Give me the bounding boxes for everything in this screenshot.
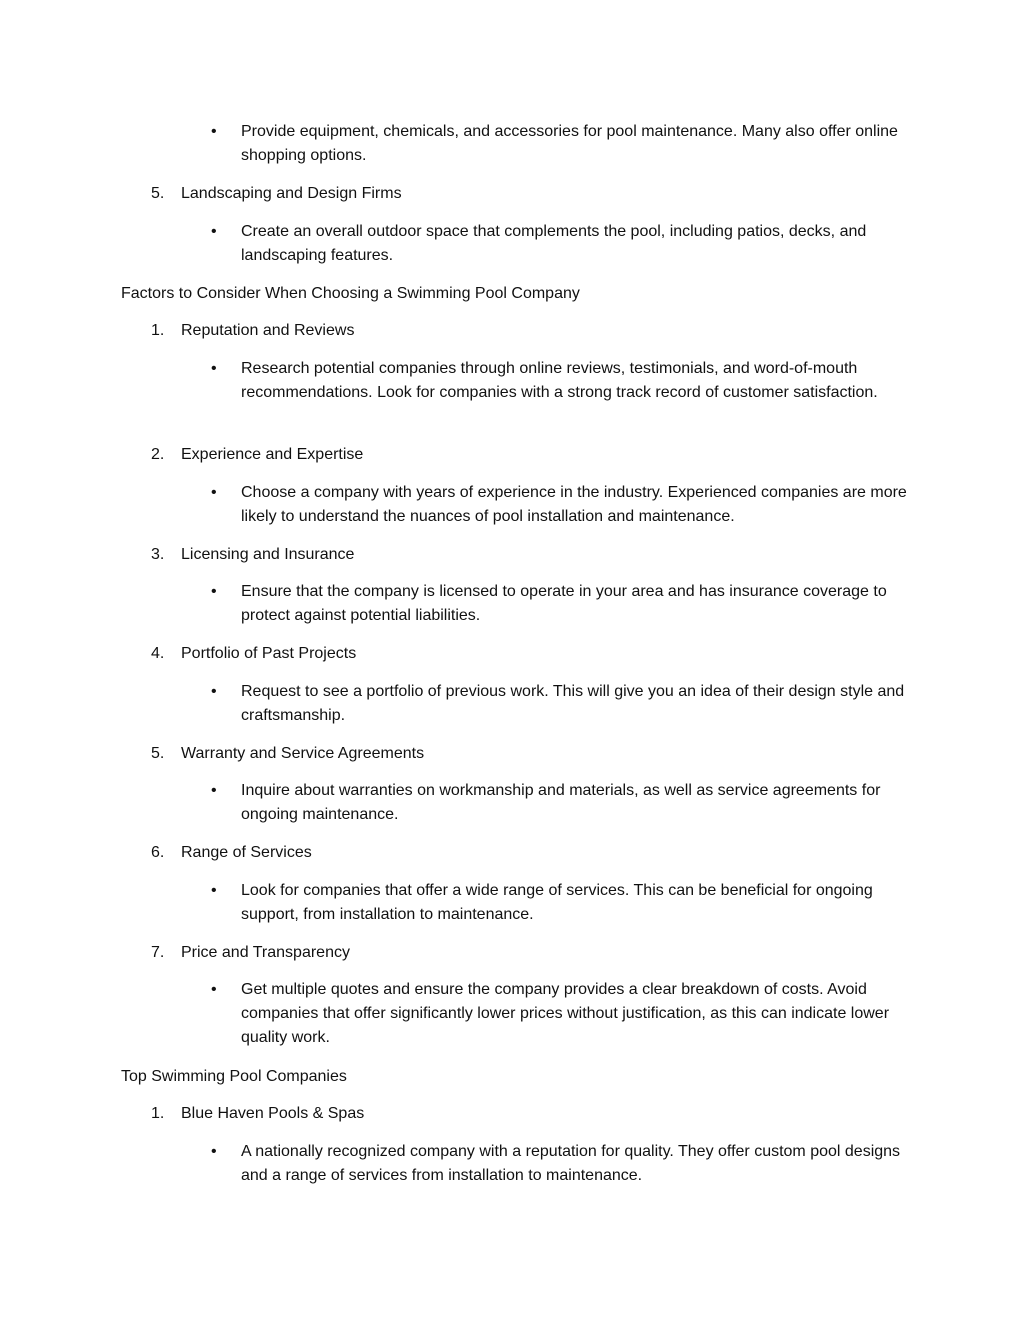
list-number: 5.: [151, 185, 165, 202]
bullet-icon: •: [211, 360, 217, 377]
bullet-text: Inquire about warranties on workmanship and materials, as well as service agreements for ongoing maintenance.: [241, 782, 881, 823]
list-item-title: Experience and Expertise: [181, 446, 364, 463]
bullet-icon: •: [211, 123, 217, 140]
list-number: 4.: [151, 645, 165, 662]
bullet-icon: •: [211, 223, 217, 240]
bullet-text: Research potential companies through online reviews, testimonials, and word-of-mouth recommendations. Look for companies with a strong track record of customer satisfaction.: [241, 360, 878, 401]
bullet-icon: •: [211, 1143, 217, 1160]
bullet-icon: •: [211, 782, 217, 799]
list-item-title: Blue Haven Pools & Spas: [181, 1105, 365, 1122]
list-item-title: Range of Services: [181, 844, 312, 861]
bullet-icon: •: [211, 683, 217, 700]
list-number: 6.: [151, 844, 165, 861]
bullet-text: Get multiple quotes and ensure the company provides a clear breakdown of costs. Avoid companies that offer significantly lower prices without justification, as this can indicate lower quality work.: [241, 981, 890, 1046]
list-number: 1.: [151, 322, 165, 339]
bullet-text: Provide equipment, chemicals, and accessories for pool maintenance. Many also offer online shopping options.: [241, 123, 898, 164]
bullet-text: Create an overall outdoor space that complements the pool, including patios, decks, and landscaping features.: [241, 223, 867, 264]
list-item-title: Warranty and Service Agreements: [181, 745, 425, 762]
list-number: 2.: [151, 446, 165, 463]
bullet-icon: •: [211, 981, 217, 998]
bullet-text: Choose a company with years of experience in the industry. Experienced companies are more likely to understand the nuances of pool installation and maintenance.: [241, 484, 907, 525]
bullet-text: Ensure that the company is licensed to operate in your area and has insurance coverage to protect against potential liabilities.: [241, 583, 887, 624]
list-number: 7.: [151, 944, 165, 961]
bullet-icon: •: [211, 882, 217, 899]
bullet-text: A nationally recognized company with a reputation for quality. They offer custom pool designs and a range of services from installation to maintenance.: [241, 1143, 901, 1184]
list-number: 1.: [151, 1105, 165, 1122]
list-item-title: Reputation and Reviews: [181, 322, 355, 339]
bullet-text: Look for companies that offer a wide range of services. This can be beneficial for ongoing support, from installation to maintenance.: [241, 882, 873, 923]
section-heading: Top Swimming Pool Companies: [121, 1068, 347, 1085]
list-item-title: Landscaping and Design Firms: [181, 185, 402, 202]
list-number: 5.: [151, 745, 165, 762]
section-heading: Factors to Consider When Choosing a Swimming Pool Company: [121, 285, 580, 302]
bullet-text: Request to see a portfolio of previous work. This will give you an idea of their design style and craftsmanship.: [241, 683, 905, 724]
bullet-icon: •: [211, 484, 217, 501]
list-item-title: Licensing and Insurance: [181, 546, 355, 563]
list-number: 3.: [151, 546, 165, 563]
list-item-title: Price and Transparency: [181, 944, 350, 961]
bullet-icon: •: [211, 583, 217, 600]
list-item-title: Portfolio of Past Projects: [181, 645, 357, 662]
